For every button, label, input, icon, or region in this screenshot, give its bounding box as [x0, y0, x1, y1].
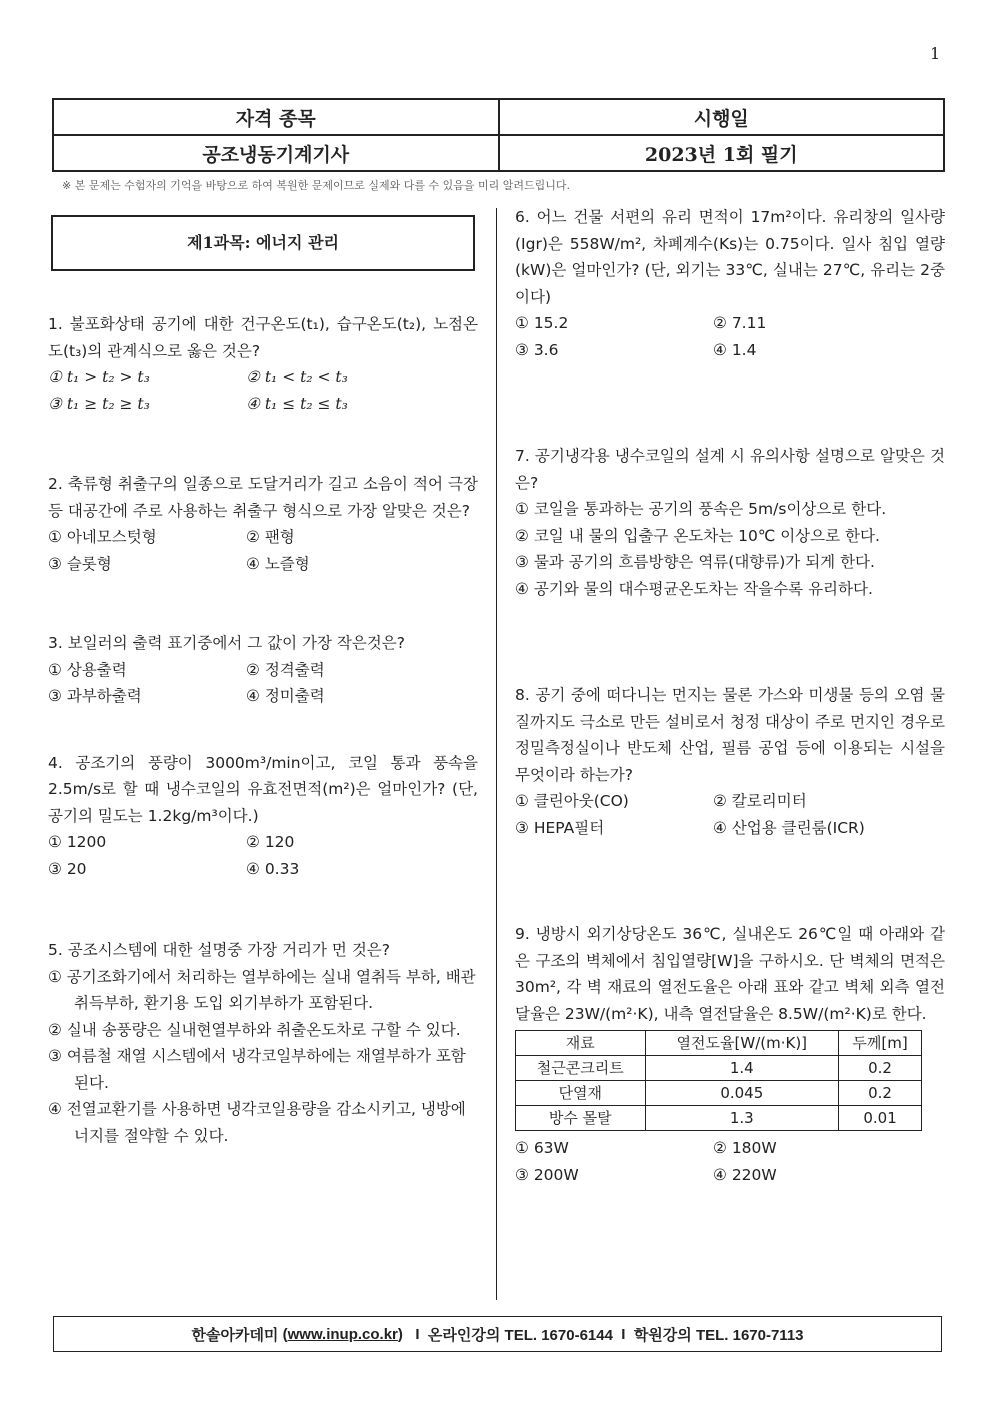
exam-header-table	[52, 98, 945, 172]
option-4[interactable]: ④ 0.33	[246, 859, 300, 878]
option-2[interactable]: ② 팬형	[246, 528, 295, 546]
footer-url-link[interactable]: www.inup.co.kr	[287, 1325, 398, 1343]
question-text: 7. 공기냉각용 냉수코일의 설계 시 유의사항 설명으로 알맞은 것은?	[515, 447, 945, 492]
header-value-date: 2023년 1회 필기	[499, 135, 945, 171]
options	[515, 496, 945, 602]
options	[48, 657, 478, 710]
question-text: 3. 보일러의 출력 표기중에서 그 값이 가장 작은것은?	[48, 634, 405, 652]
table-cell: 철근콘크리트	[516, 1056, 646, 1081]
options	[515, 1135, 945, 1188]
subject-title: 제1과목: 에너지 관리	[51, 215, 475, 271]
left-column	[48, 212, 478, 1149]
question-text: 4. 공조기의 풍량이 3000m³/min이고, 코일 통과 풍속을 2.5m/s로 할 때 냉수코일의 유효전면적(m²)은 얼마인가? (단, 공기의 밀도는 1.2kg/m³이다.)	[48, 753, 478, 825]
option-3[interactable]: ③ 여름철 재열 시스템에서 냉각코일부하에는 재열부하가 포함된다.	[48, 1047, 466, 1092]
option-4[interactable]: ④ t₁ ≤ t₂ ≤ t₃	[246, 394, 348, 413]
question-4	[48, 750, 478, 883]
right-column	[515, 204, 945, 1188]
question-7	[515, 443, 945, 602]
option-1[interactable]: ① 상용출력	[48, 660, 127, 679]
option-1[interactable]: ① t₁ > t₂ > t₃	[48, 368, 150, 386]
question-9	[515, 921, 945, 1188]
footer-online-phone: 온라인강의 TEL. 1670-6144	[427, 1326, 613, 1344]
option-2[interactable]: ② 7.11	[713, 314, 767, 332]
footer-separator: I	[621, 1325, 626, 1343]
table-header: 열전도율[W/(m·K)]	[645, 1031, 839, 1056]
option-2[interactable]: ② 180W	[713, 1139, 777, 1157]
option-3[interactable]: ③ 20	[48, 859, 87, 878]
question-text: 6. 어느 건물 서편의 유리 면적이 17m²이다. 유리창의 일사량(Igr)은 558W/m², 차폐계수(Ks)는 0.75이다. 일사 침입 열량(kW)은 얼마인가? (단, 외기는 33℃, 실내는 27℃, 유리는 2중이다)	[515, 208, 945, 306]
option-3[interactable]: ③ 200W	[515, 1165, 579, 1184]
question-6	[515, 204, 945, 363]
table-cell: 0.2	[839, 1056, 922, 1081]
option-2[interactable]: ② 120	[246, 833, 295, 851]
option-4[interactable]: ④ 220W	[713, 1165, 777, 1184]
option-1[interactable]: ① 1200	[48, 833, 107, 851]
notice-text: ※ 본 문제는 수험자의 기억을 바탕으로 하여 복원한 문제이므로 실제와 다를 수 있음을 미리 알려드립니다.	[62, 179, 570, 192]
table-cell: 1.4	[645, 1056, 839, 1081]
option-1[interactable]: ① 63W	[515, 1139, 569, 1157]
footer-offline-phone: 학원강의 TEL. 1670-7113	[633, 1326, 804, 1344]
question-5	[48, 937, 478, 1149]
footer-academy: 한솔아카데미	[191, 1326, 279, 1344]
table-row	[516, 1106, 922, 1131]
option-3[interactable]: ③ HEPA필터	[515, 818, 605, 837]
question-text: 5. 공조시스템에 대한 설명중 가장 거리가 먼 것은?	[48, 941, 390, 959]
page-number: 1	[930, 44, 941, 63]
question-text: 9. 냉방시 외기상당온도 36℃, 실내온도 26℃일 때 아래와 같은 구조의 벽체에서 침입열량[W]을 구하시오. 단 벽체의 면적은 30m², 각 벽 재료의 열전도율은 아래 표와 같고 벽체 외측 열전달율은 23W/(m²·K), 내측 열전달율은 8.5W/(m²·K)로 한다.	[515, 925, 945, 1023]
option-3[interactable]: ③ 물과 공기의 흐름방향은 역류(대향류)가 되게 한다.	[515, 553, 875, 571]
footer-bar: 한솔아카데미 ( www.inup.co.kr ) I 온라인강의 TEL. 1670-6144 I 학원강의 TEL. 1670-7113	[53, 1316, 942, 1352]
option-1[interactable]: ① 클린아웃(CO)	[515, 792, 629, 810]
table-cell: 0.01	[839, 1106, 922, 1131]
question-3	[48, 630, 478, 710]
option-4[interactable]: ④ 공기와 물의 대수평균온도차는 작을수록 유리하다.	[515, 579, 873, 598]
option-3[interactable]: ③ 슬롯형	[48, 554, 112, 573]
header-label-qualification: 자격 종목	[53, 99, 499, 135]
table-cell: 방수 몰탈	[516, 1106, 646, 1131]
header-label-date: 시행일	[499, 99, 945, 135]
column-divider	[496, 208, 497, 1300]
table-row	[516, 1081, 922, 1106]
option-1[interactable]: ① 아네모스텃형	[48, 528, 157, 546]
table-header: 재료	[516, 1031, 646, 1056]
option-2[interactable]: ② 정격출력	[246, 660, 325, 679]
option-3[interactable]: ③ t₁ ≥ t₂ ≥ t₃	[48, 394, 150, 413]
option-1[interactable]: ① 15.2	[515, 314, 569, 332]
option-2[interactable]: ② 실내 송풍량은 실내현열부하와 취출온도차로 구할 수 있다.	[48, 1020, 461, 1039]
table-cell: 0.2	[839, 1081, 922, 1106]
option-2[interactable]: ② 칼로리미터	[713, 792, 807, 810]
options	[48, 829, 478, 882]
table-row	[516, 1056, 922, 1081]
question-text: 2. 축류형 취출구의 일종으로 도달거리가 길고 소음이 적어 극장등 대공간에 주로 사용하는 취출구 형식으로 가장 알맞은 것은?	[48, 475, 478, 520]
header-value-qualification: 공조냉동기계기사	[53, 135, 499, 171]
option-3[interactable]: ③ 과부하출력	[48, 687, 142, 705]
question-8	[515, 682, 945, 841]
question-2	[48, 471, 478, 577]
table-cell: 1.3	[645, 1106, 839, 1131]
options	[48, 964, 478, 1150]
option-2[interactable]: ② 코일 내 물의 입출구 온도차는 10℃ 이상으로 한다.	[515, 526, 880, 545]
option-4[interactable]: ④ 전열교환기를 사용하면 냉각코일용량을 감소시키고, 냉방에너지를 절약할 수 있다.	[48, 1100, 466, 1145]
options	[515, 310, 945, 363]
table-cell: 단열재	[516, 1081, 646, 1106]
option-3[interactable]: ③ 3.6	[515, 340, 559, 359]
option-4[interactable]: ④ 정미출력	[246, 687, 325, 705]
option-4[interactable]: ④ 1.4	[713, 340, 757, 359]
question-text: 8. 공기 중에 떠다니는 먼지는 물론 가스와 미생물 등의 오염 물질까지도 극소로 만든 설비로서 청정 대상이 주로 먼지인 경우로 정밀측정실이나 반도체 산업, 필름 공업 등에 이용되는 시설을 무엇이라 하는가?	[515, 686, 945, 784]
option-1[interactable]: ① 공기조화기에서 처리하는 열부하에는 실내 열취득 부하, 배관취득부하, 환기용 도입 외기부하가 포함된다.	[48, 967, 476, 1012]
question-1	[48, 311, 478, 417]
table-cell: 0.045	[645, 1081, 839, 1106]
question-text: 1. 불포화상태 공기에 대한 건구온도(t₁), 습구온도(t₂), 노점온도(t₃)의 관계식으로 옳은 것은?	[48, 315, 478, 360]
option-4[interactable]: ④ 노즐형	[246, 554, 310, 573]
table-header: 두께[m]	[839, 1031, 922, 1056]
option-2[interactable]: ② t₁ < t₂ < t₃	[246, 368, 348, 386]
material-table	[515, 1030, 922, 1131]
option-1[interactable]: ① 코일을 통과하는 공기의 풍속은 5m/s이상으로 한다.	[515, 500, 887, 518]
option-4[interactable]: ④ 산업용 클린룸(ICR)	[713, 818, 865, 837]
options	[48, 364, 478, 417]
options	[48, 524, 478, 577]
footer-separator: I	[415, 1325, 420, 1343]
options	[515, 788, 945, 841]
